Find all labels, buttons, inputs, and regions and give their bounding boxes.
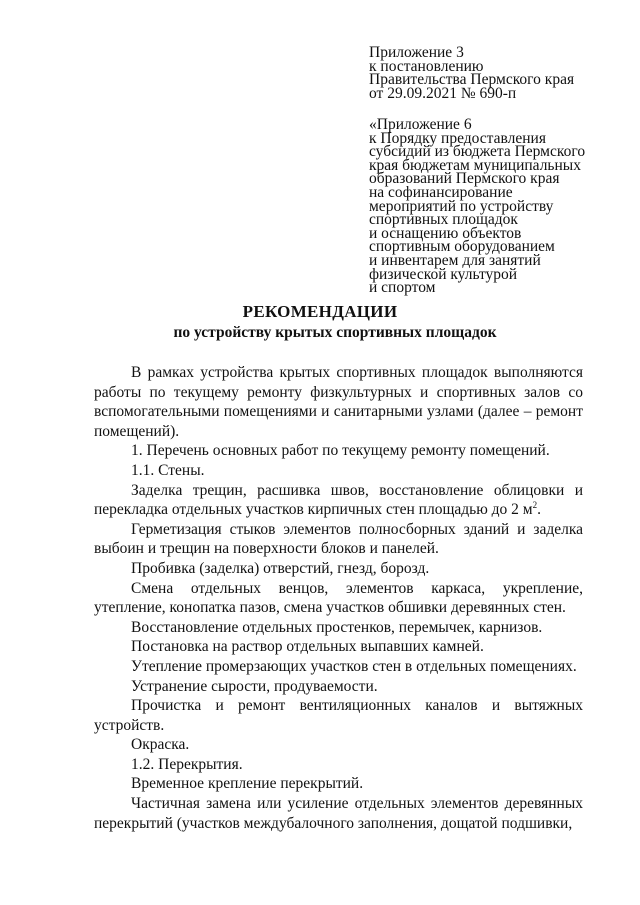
paragraph: Окраска. bbox=[131, 736, 190, 754]
paragraph: Прочистка и ремонт вентиляционных каналов и вытяжных устройств. bbox=[94, 697, 583, 734]
paragraph: Пробивка (заделка) отверстий, гнезд, борозд. bbox=[131, 559, 430, 577]
paragraph: Временное крепление перекрытий. bbox=[131, 775, 364, 793]
appendix-sub-line: образований Пермского края bbox=[369, 170, 560, 188]
paragraph: В рамках устройства крытых спортивных площадок выполняются работы по текущему ремонту физкультурных и спортивных залов со вспомогательными помещениями и санитарными узлами (далее – ремонт помещений). bbox=[94, 364, 583, 440]
paragraph: Постановка на раствор отдельных выпавших камней. bbox=[131, 638, 484, 656]
paragraph: Утепление промерзающих участков стен в отдельных помещениях. bbox=[131, 657, 577, 675]
appendix-sub-line: субсидий из бюджета Пермского bbox=[369, 143, 586, 161]
document-subtitle: по устройству крытых спортивных площадок bbox=[173, 324, 497, 341]
paragraph: Частичная замена или усиление отдельных элементов деревянных перекрытий (участков междубалочного заполнения, дощатой подшивки, bbox=[94, 795, 583, 832]
appendix-sub-line: на софинансирование bbox=[369, 183, 513, 201]
paragraph: 1.1. Стены. bbox=[131, 461, 205, 479]
superscript: 2 bbox=[532, 500, 538, 510]
appendix-header bbox=[369, 46, 629, 100]
appendix-sub-header bbox=[369, 118, 634, 295]
appendix-sub-line: мероприятий по устройству bbox=[369, 197, 554, 215]
paragraph: Смена отдельных венцов, элементов каркаса, укрепление, утепление, конопатка пазов, смена участков обшивки деревянных стен. bbox=[94, 579, 583, 617]
paragraph: Устранение сырости, продуваемости. bbox=[131, 677, 378, 695]
paragraph-text: Заделка трещин, расшивка швов, восстановление облицовки и перекладка отдельных участков кирпичных стен площадью до 2 м bbox=[94, 481, 583, 519]
appendix-line: Приложение 3 bbox=[369, 44, 464, 61]
paragraph-walls-area bbox=[94, 481, 583, 520]
appendix-sub-line: и спортом bbox=[369, 279, 436, 297]
appendix-sub-line: спортивным оборудованием bbox=[369, 238, 555, 256]
paragraph: 1.2. Перекрытия. bbox=[131, 755, 243, 773]
document-title: РЕКОМЕНДАЦИИ bbox=[242, 302, 398, 321]
appendix-sub-line: физической культурой bbox=[369, 265, 518, 283]
appendix-sub-line: и оснащению объектов bbox=[369, 224, 522, 242]
appendix-sub-line: спортивных площадок bbox=[369, 211, 518, 229]
appendix-sub-line: «Приложение 6 bbox=[369, 116, 472, 133]
paragraph: Герметизация стыков элементов полносборных зданий и заделка выбоин и трещин на поверхности блоков и панелей. bbox=[94, 520, 583, 558]
appendix-line: Правительства Пермского края bbox=[369, 71, 575, 89]
appendix-line: к постановлению bbox=[369, 57, 484, 75]
appendix-sub-line: к Порядку предоставления bbox=[369, 129, 546, 147]
paragraph: Восстановление отдельных простенков, перемычек, карнизов. bbox=[131, 618, 543, 636]
appendix-line: от 29.09.2021 № 690-п bbox=[369, 84, 517, 102]
appendix-sub-line: края бюджетам муниципальных bbox=[369, 156, 581, 174]
paragraph: 1. Перечень основных работ по текущему ремонту помещений. bbox=[131, 442, 550, 460]
paragraph-suffix: . bbox=[537, 501, 541, 519]
appendix-sub-line: и инвентарем для занятий bbox=[369, 251, 541, 269]
document-body bbox=[94, 363, 583, 833]
